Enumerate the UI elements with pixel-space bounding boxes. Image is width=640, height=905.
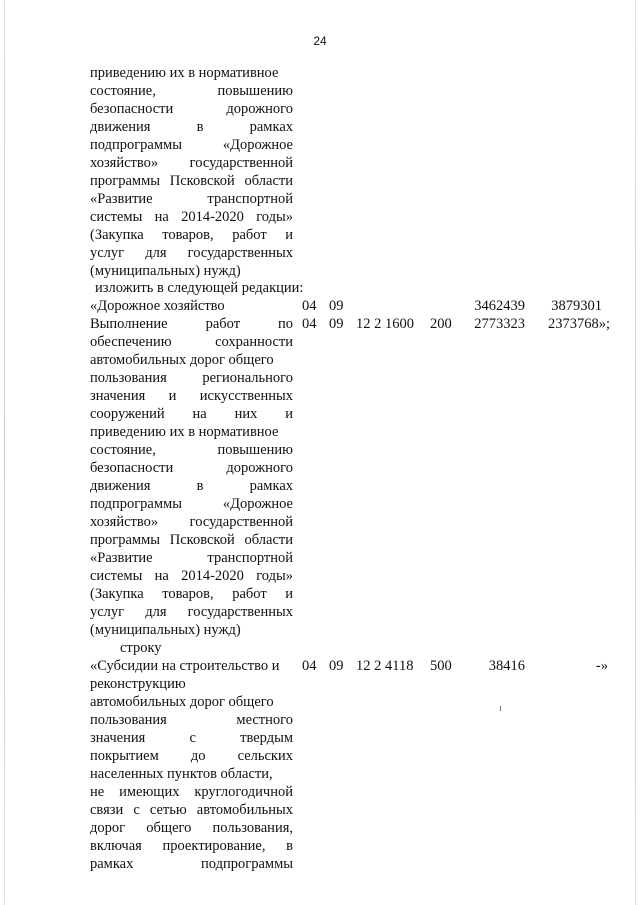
text-line: состояние, повышению — [90, 442, 293, 458]
text-line: (муниципальных) нужд) — [90, 622, 241, 638]
text-line: реконструкцию — [90, 676, 186, 692]
text-line: безопасности дорожного — [90, 460, 293, 476]
text-line: подпрограммы «Дорожное — [90, 496, 293, 512]
row-road-pr: 09 — [329, 298, 344, 314]
text-line: подпрограммы «Дорожное — [90, 137, 293, 153]
text-line: системы на 2014-2020 годы» — [90, 209, 293, 225]
row-works-csr: 12 2 1600 — [356, 316, 414, 332]
row-works-rz: 04 — [302, 316, 317, 332]
scan-speck — [500, 706, 501, 711]
page-number: 24 — [313, 34, 327, 48]
row-subsidy-pr: 09 — [329, 658, 344, 674]
text-line: (Закупка товаров, работ и — [90, 227, 293, 243]
text-line: (муниципальных) нужд) — [90, 263, 241, 279]
text-line: услуг для государственных — [90, 604, 293, 620]
text-line: сооружений на них и — [90, 406, 293, 422]
text-line: пользования регионального — [90, 370, 293, 386]
text-line: услуг для государственных — [90, 245, 293, 261]
text-line: системы на 2014-2020 годы» — [90, 568, 293, 584]
text-line: хозяйство» государственной — [90, 155, 293, 171]
text-line: включая проектирование, в — [90, 838, 293, 854]
text-line: хозяйство» государственной — [90, 514, 293, 530]
text-line: не имеющих круглогодичной — [90, 784, 293, 800]
text-line: автомобильных дорог общего — [90, 694, 274, 710]
text-line: движения в рамках — [90, 119, 293, 135]
text-line: покрытием до сельских — [90, 748, 293, 764]
row-subsidy-csr: 12 2 4118 — [356, 658, 414, 674]
row-works-amount-1: 2773323 — [474, 316, 525, 332]
row-road-amount-2: 3879301 — [551, 298, 602, 314]
text-line: (Закупка товаров, работ и — [90, 586, 293, 602]
text-line: безопасности дорожного — [90, 101, 293, 117]
row-road-title: «Дорожное хозяйство — [90, 298, 225, 314]
text-line: Выполнение работ по — [90, 316, 293, 332]
text-line: движения в рамках — [90, 478, 293, 494]
text-line: дорог общего пользования, — [90, 820, 293, 836]
text-line: приведению их в нормативное — [90, 424, 279, 440]
text-line: «Субсидии на строительство и — [90, 658, 280, 674]
text-line: программы Псковской области — [90, 173, 293, 189]
text-line: «Развитие транспортной — [90, 550, 293, 566]
row-works-amount-2: 2373768»; — [547, 316, 610, 332]
page-edge-right — [635, 0, 636, 905]
text-line: обеспечению сохранности — [90, 334, 293, 350]
text-line: «Развитие транспортной — [90, 191, 293, 207]
row-subsidy-rz: 04 — [302, 658, 317, 674]
text-line: автомобильных дорог общего — [90, 352, 274, 368]
page-edge-left — [4, 0, 5, 905]
row-road-amount-1: 3462439 — [474, 298, 525, 314]
row-road-rz: 04 — [302, 298, 317, 314]
text-line: рамках подпрограммы — [90, 856, 293, 872]
row-subsidy-amount-1: 38416 — [488, 658, 525, 674]
text-line: пользования местного — [90, 712, 293, 728]
row-works-pr: 09 — [329, 316, 344, 332]
text-line: населенных пунктов области, — [90, 766, 273, 782]
instruction-text: строку — [120, 640, 162, 656]
row-works-vr: 200 — [430, 316, 452, 332]
instruction-text: изложить в следующей редакции: — [95, 280, 304, 296]
row-subsidy-amount-2: -» — [595, 658, 608, 674]
text-line: связи с сетью автомобильных — [90, 802, 293, 818]
text-line: состояние, повышению — [90, 83, 293, 99]
text-line: программы Псковской области — [90, 532, 293, 548]
text-line: значения и искусственных — [90, 388, 293, 404]
text-line: приведению их в нормативное — [90, 65, 279, 81]
text-line: значения с твердым — [90, 730, 293, 746]
row-subsidy-vr: 500 — [430, 658, 452, 674]
